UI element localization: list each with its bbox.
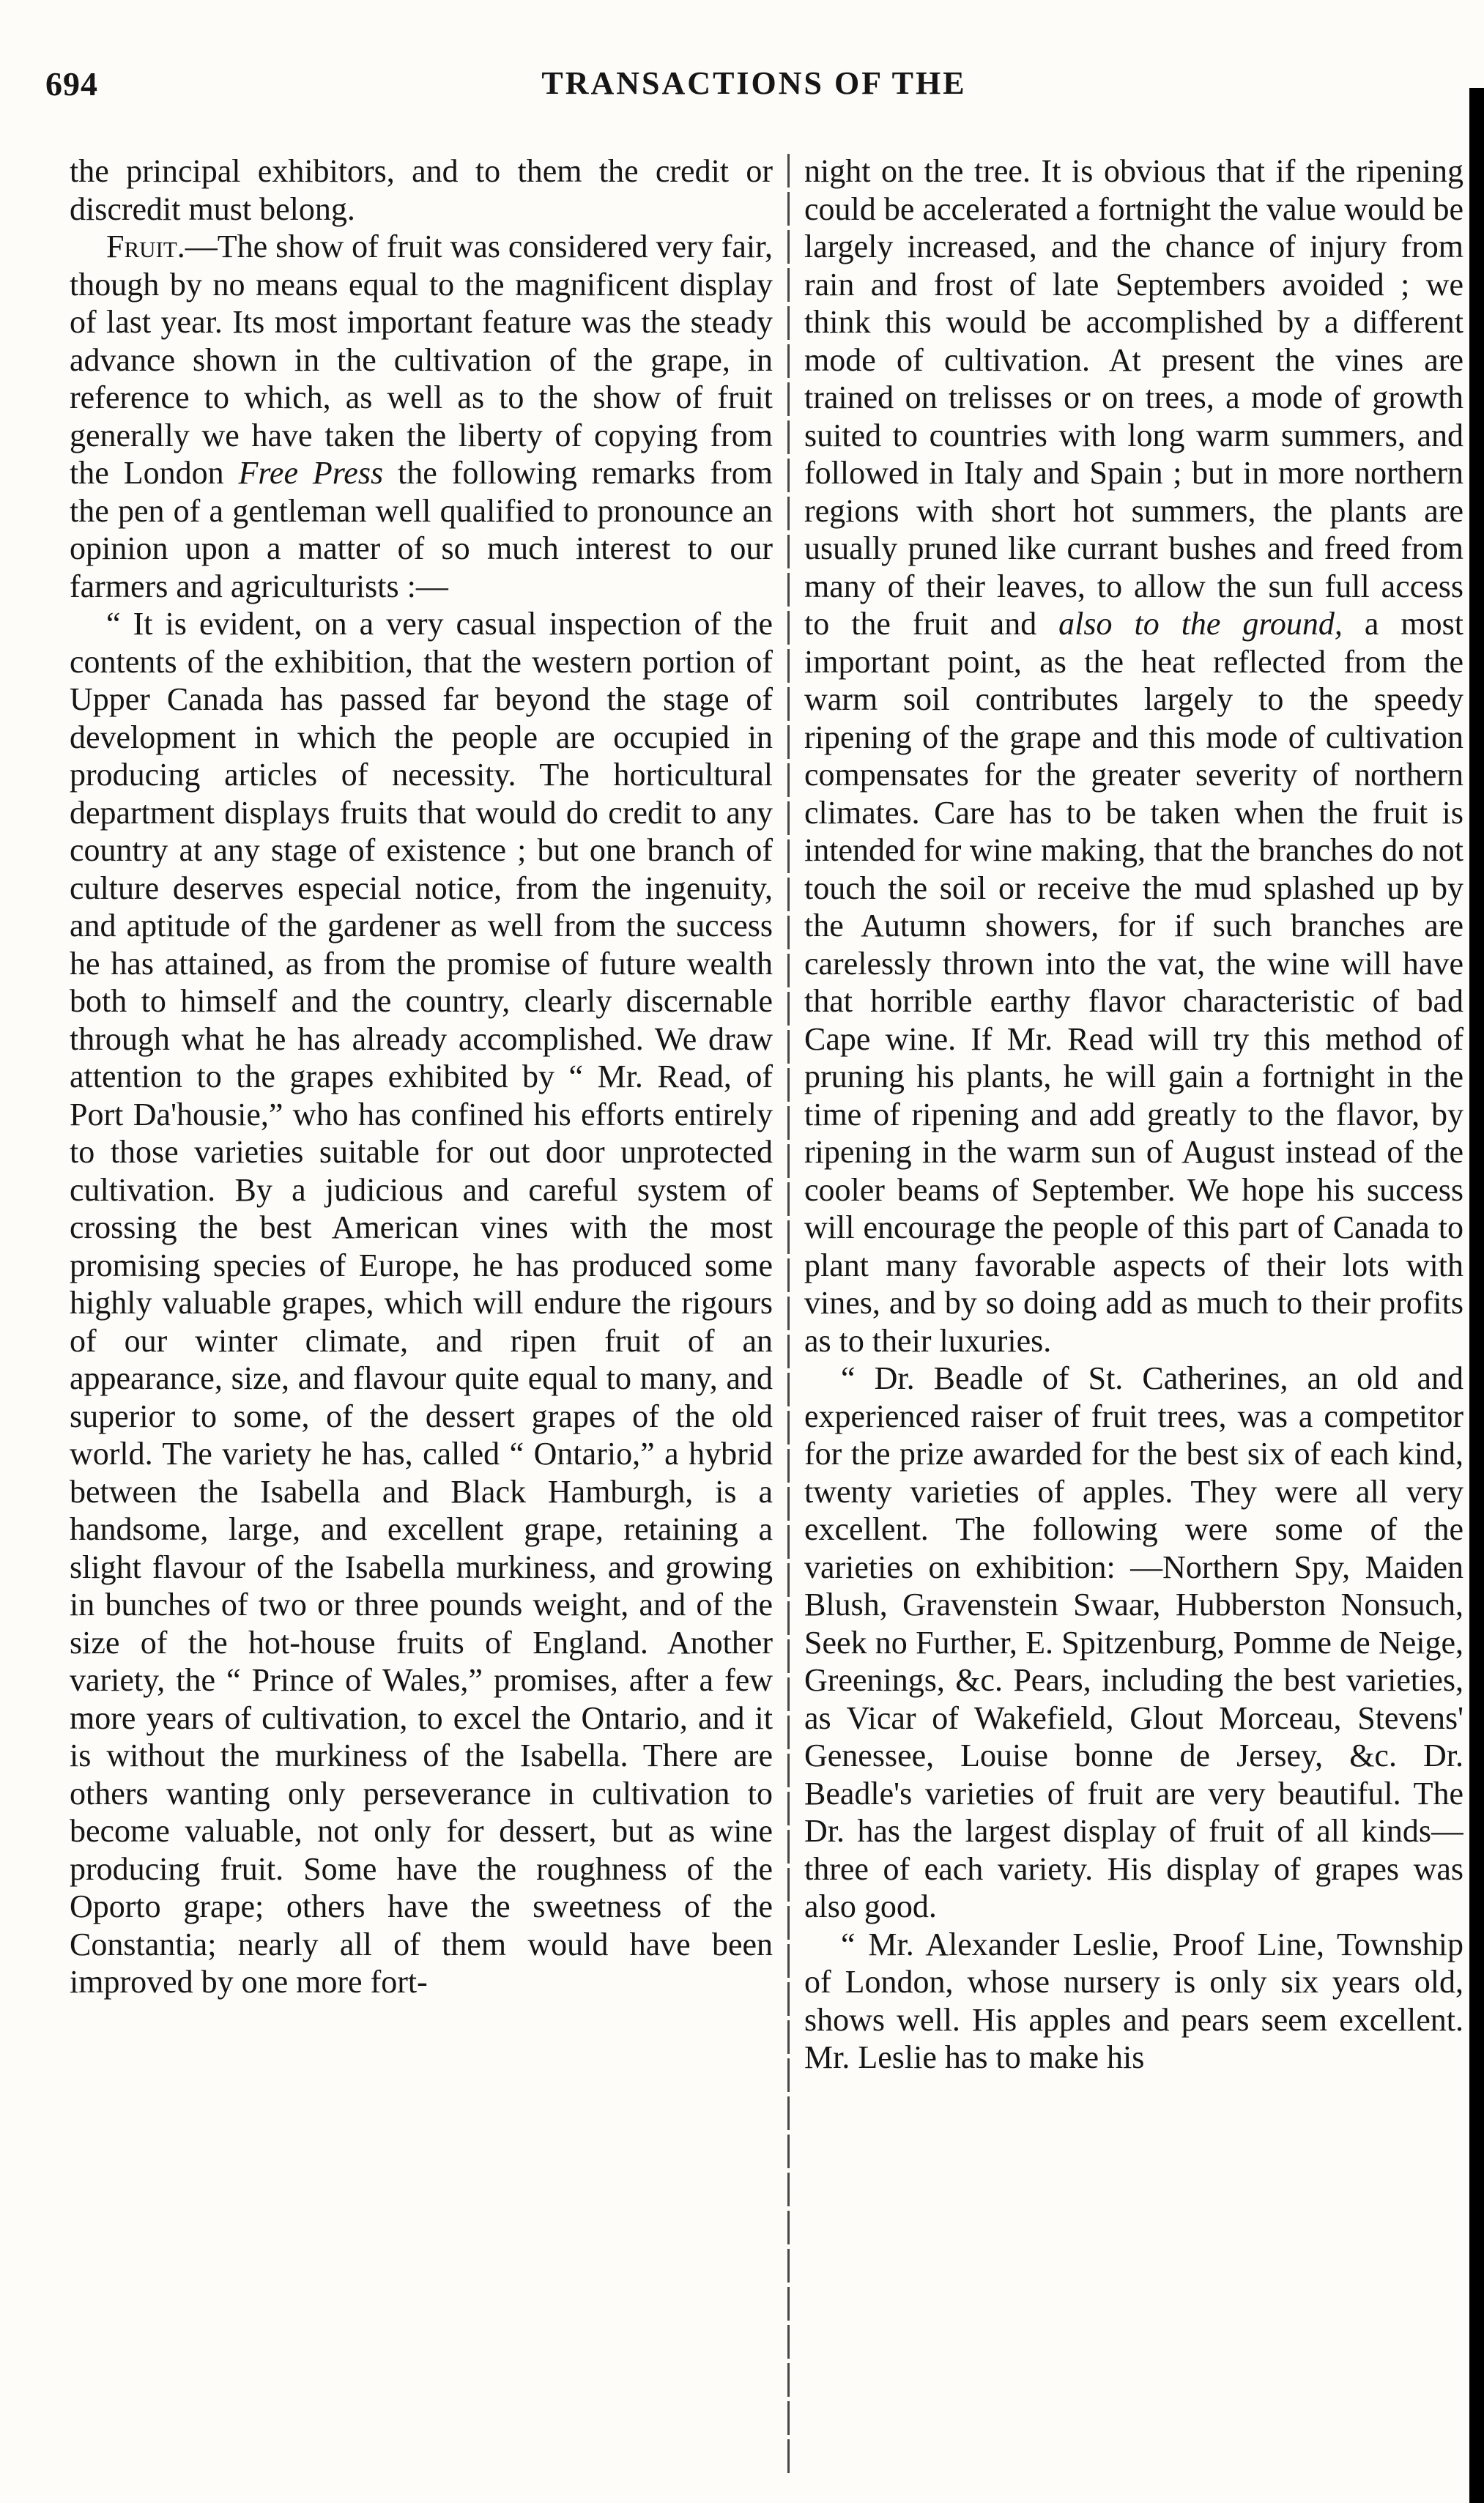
paragraph-ripening-text-b: a most important point, as the heat reflected from the warm soil contributes largely to the speedy ripening of the grape and this mode of cultivation compensates for the greater severity of northern climates. Care has to be taken when the fruit is intended for wine making, that the branches do not touch the soil or receive the mud splashed up by the Autumn showers, for if such branches are carelessly thrown into the vat, the wine will have that horrible earthy flavor characteristic of bad Cape wine. If Mr. Read will try this method of pruning his plants, he will gain a fortnight in the time of ripening and add greatly to the flavor, by ripening in the warm sun of August instead of the cooler beams of September. We hope his success will encourage the people of this part of Canada to plant many favorable aspects of their lots with vines, and by so doing add as much to their profits as to their luxuries. [804, 606, 1463, 1359]
section-heading-fruit: Fruit. [106, 229, 185, 264]
paragraph-fruit-text-a: —The show of fruit was considered very fair, though by no means equal to the magnificent display of last year. Its most important feature was the steady advance shown in the cultivation of the grape, in reference to which, as well as to the show of fruit generally we have taken the liberty of copying from the London [70, 229, 773, 491]
right-column [804, 152, 1463, 2467]
emphasis-ground: also to the ground, [1058, 606, 1343, 642]
paragraph-dr-beadle: “ Dr. Beadle of St. Catherines, an old and experienced raiser of fruit trees, was a competitor for the prize awarded for the best six of each kind, twenty varieties of apples. They were all very excellent. The following were some of the varieties on exhibition: —Northern Spy, Maiden Blush, Gravenstein Swaar, Hubberston Nonsuch, Seek no Further, E. Spitzenburg, Pomme de Neige, Greenings, &c. Pears, including the best varieties, as Vicar of Wakefield, Glout Morceau, Stevens' Genessee, Louise bonne de Jersey, &c. Dr. Beadle's varieties of fruit are very beautiful. The Dr. has the largest display of fruit of all kinds—three of each variety. His display of grapes was also good. [804, 1360, 1463, 1924]
left-column [70, 152, 773, 2467]
page-number: 694 [45, 65, 98, 103]
column-divider [787, 154, 790, 2476]
page-edge-shadow [1469, 88, 1484, 2503]
paragraph-exhibitors: the principal exhibitors, and to them the credit or discredit must belong. [70, 153, 773, 227]
paragraph-ripening-text-a: night on the tree. It is obvious that if the ripening could be accelerated a fortnight the value would be largely increased, and the chance of injury from rain and frost of late Septembers avoided ; we think this would be accomplished by a different mode of cultivation. At present the vines are trained on trelisses or on trees, a mode of growth suited to countries with long warm summers, and followed in Italy and Spain ; but in more northern regions with short hot summers, the plants are usually pruned like currant bushes and freed from many of their leaves, to allow the sun full access to the fruit and [804, 153, 1463, 642]
paragraph-quotation-read: “ It is evident, on a very casual inspection of the contents of the exhibition, that the western portion of Upper Canada has passed far beyond the stage of development in which the people are occupied in producing articles of necessity. The horticultural department displays fruits that would do credit to any country at any stage of existence ; but one branch of culture deserves especial notice, from the ingenuity, and aptitude of the gardener as well from the success he has attained, as from the promise of future wealth both to himself and the country, clearly discernable through what he has already accomplished. We draw attention to the grapes exhibited by “ Mr. Read, of Port Da'housie,” who has confined his efforts entirely to those varieties suitable for out door unprotected cultivation. By a judicious and careful system of crossing the best American vines with the most promising species of Europe, he has produced some highly valuable grapes, which will endure the rigours of our winter climate, and ripen fruit of an appearance, size, and flavour quite equal to many, and superior to some, of the dessert grapes of the old world. The variety he has, called “ Ontario,” a hybrid between the Isabella and Black Hamburgh, is a handsome, large, and excellent grape, retaining a slight flavour of the Isabella murkiness, and growing in bunches of two or three pounds weight, and of the size of the hot-house fruits of England. Another variety, the “ Prince of Wales,” promises, after a few more years of cultivation, to excel the Ontario, and it is without the murkiness of the Isabella. There are others wanting only perseverance in cultivation to become valuable, not only for dessert, but as wine producing fruit. Some have the roughness of the Oporto grape; others have the sweetness of the Constantia; nearly all of them would have been improved by one more fort- [70, 606, 773, 2000]
paragraph-mr-leslie: “ Mr. Alexander Leslie, Proof Line, Township of London, whose nursery is only six years old, shows well. His apples and pears seem excellent. Mr. Leslie has to make his [804, 1926, 1463, 2075]
paragraph-fruit-text-b: the following remarks from the pen of a gentleman well qualified to pronounce an opinion upon a matter of so much interest to our farmers and agriculturists :— [70, 455, 773, 604]
paragraph-fruit [70, 228, 773, 605]
running-head: TRANSACTIONS OF THE [541, 65, 967, 101]
page-header [45, 64, 1463, 116]
paragraph-ripening [804, 152, 1463, 1360]
newspaper-title: Free Press [238, 455, 384, 491]
